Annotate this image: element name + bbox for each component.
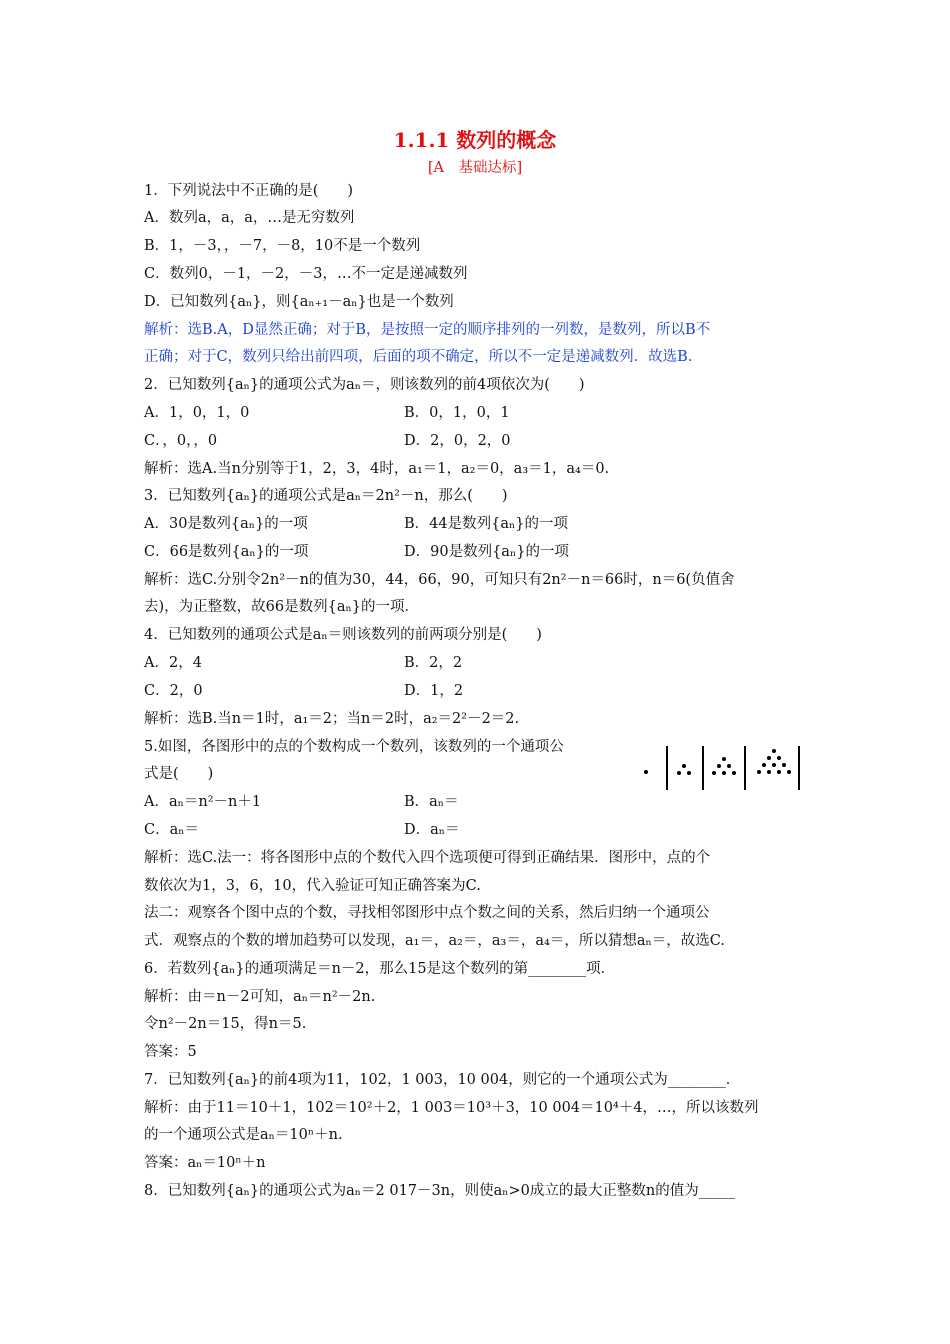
dot [767,770,771,774]
question-8: 8．已知数列{aₙ}的通项公式为aₙ＝2 017－3n，则使aₙ>0成立的最大正整数n的值为_____ [144,1183,735,1199]
dot [732,771,736,775]
option-2c: C．，0，，0 [144,433,218,449]
option-4b: B．2，2 [404,655,463,671]
solution-5-line1: 解析：选C.法一：将各图形中点的个数代入四个选项便可得到正确结果．图形中，点的个 [144,850,711,866]
option-2d: D．2，0，2，0 [404,433,511,449]
dot [777,756,781,760]
question-1: 1．下列说法中不正确的是( ) [144,183,354,199]
solution-4: 解析：选B.当n＝1时，a₁＝2；当n＝2时，a₂＝2²－2＝2. [144,711,520,727]
option-5a: A．aₙ＝n²－n＋1 [144,794,262,810]
solution-6-line1: 解析：由＝n－2可知，aₙ＝n²－2n. [144,989,376,1005]
option-4a: A．2，4 [144,655,202,671]
option-2a: A．1，0，1，0 [144,405,250,421]
option-3b: B．44是数列{aₙ}的一项 [404,516,568,532]
dot [777,770,781,774]
question-4: 4．已知数列的通项公式是aₙ＝则该数列的前两项分别是( ) [144,627,542,643]
answer-7: 答案：aₙ＝10ⁿ＋n [144,1155,266,1171]
question-5-line1: 5.如图，各图形中的点的个数构成一个数列，该数列的一个通项公 [144,739,564,755]
option-5d: D．aₙ＝ [404,822,460,838]
dot [772,763,776,767]
dot [717,764,721,768]
solution-6-line2: 令n²－2n＝15，得n＝5. [144,1016,307,1032]
dot [757,770,761,774]
option-5b: B．aₙ＝ [404,794,459,810]
solution-7-line2: 的一个通项公式是aₙ＝10ⁿ＋n. [144,1127,343,1143]
option-1b: B．1，－3，，－7，－8，10不是一个数列 [144,238,421,254]
dot [722,757,726,761]
option-3c: C．66是数列{aₙ}的一项 [144,544,309,560]
option-1d: D．已知数列{aₙ}，则{aₙ₊₁－aₙ}也是一个数列 [144,294,454,310]
option-4c: C．2，0 [144,683,203,699]
dot [677,771,681,775]
dot [644,770,648,774]
dot [722,771,726,775]
question-7: 7．已知数列{aₙ}的前4项为11，102，1 003，10 004，则它的一个通项公式为________． [144,1072,741,1088]
answer-6: 答案：5 [144,1044,197,1060]
divider [744,746,746,790]
dot [727,764,731,768]
dot [772,749,776,753]
dot [762,763,766,767]
section-heading: [A 基础达标] [427,160,523,176]
dot-pattern-figure [640,744,810,792]
solution-5-line2: 数依次为1，3，6，10，代入验证可知正确答案为C. [144,878,481,894]
dot [712,771,716,775]
page-title: 1.1.1 数列的概念 [393,128,557,152]
question-6: 6．若数列{aₙ}的通项满足＝n－2，那么15是这个数列的第________项． [144,961,616,977]
question-5-line2: 式是( ) [144,766,214,782]
divider [798,746,800,790]
solution-2: 解析：选A.当n分别等于1，2，3，4时，a₁＝1，a₂＝0，a₃＝1，a₄＝0. [144,461,610,477]
option-1c: C．数列0，－1，－2，－3，…不一定是递减数列 [144,266,468,282]
option-3a: A．30是数列{aₙ}的一项 [144,516,308,532]
dot [687,771,691,775]
option-3d: D．90是数列{aₙ}的一项 [404,544,569,560]
option-1a: A．数列a，a，a，…是无穷数列 [144,210,355,226]
question-2: 2．已知数列{aₙ}的通项公式为aₙ＝，则该数列的前4项依次为( ) [144,377,585,393]
dot [682,764,686,768]
dot [767,756,771,760]
solution-1-line2: 正确；对于C，数列只给出前四项，后面的项不确定，所以不一定是递减数列．故选B. [144,349,693,365]
divider [666,746,668,790]
solution-3-line2: 去)，为正整数，故66是数列{aₙ}的一项． [144,599,419,615]
option-5c: C．aₙ＝ [144,822,200,838]
dot [782,763,786,767]
solution-7-line1: 解析：由于11＝10＋1，102＝10²＋2，1 003＝10³＋3，10 004＝10⁴＋4，…，所以该数列 [144,1100,759,1116]
question-3: 3．已知数列{aₙ}的通项公式是aₙ＝2n²－n，那么( ) [144,488,508,504]
solution-5-line3: 法二：观察各个图中点的个数，寻找相邻图形中点个数之间的关系，然后归纳一个通项公 [144,905,710,921]
solution-1-line1: 解析：选B.A，D显然正确；对于B，是按照一定的顺序排列的一列数，是数列，所以B不 [144,322,711,338]
solution-3-line1: 解析：选C.分别令2n²－n的值为30，44，66，90，可知只有2n²－n＝66时，n＝6(负值舍 [144,572,735,588]
dot [787,770,791,774]
divider [702,746,704,790]
solution-5-line4: 式．观察点的个数的增加趋势可以发现，a₁＝，a₂＝，a₃＝，a₄＝，所以猜想aₙ＝，故选C. [144,933,725,949]
option-4d: D．1，2 [404,683,464,699]
option-2b: B．0，1，0，1 [404,405,510,421]
